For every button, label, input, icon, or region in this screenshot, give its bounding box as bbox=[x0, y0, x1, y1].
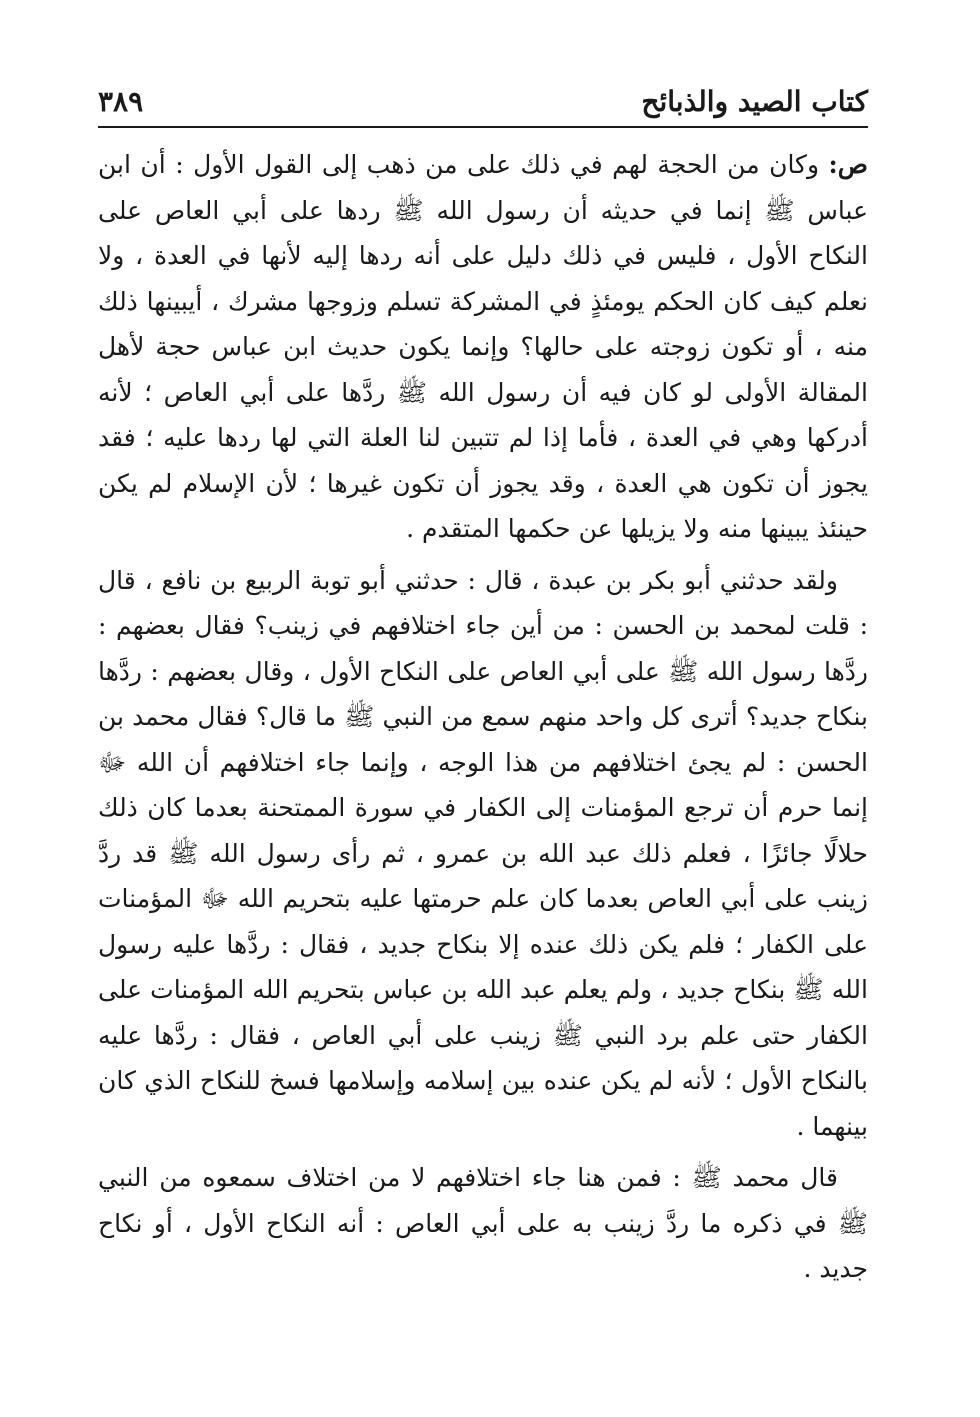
page-number: ٣٨٩ bbox=[98, 85, 144, 118]
paragraph-1-text: وكان من الحجة لهم في ذلك على من ذهب إلى القول الأول : أن ابن عباس ﷺ إنما في حديثه أن رسول الله ﷺ ردها على أبي العاص على النكاح الأول ، فليس في ذلك دليل على أنه ردها إليه لأنها في العدة ، ولا نعلم كيف كان الحكم يومئذٍ في المشركة تسلم وزوجها مشرك ، أيبينها ذلك منه ، أو تكون زوجته على حالها؟ وإنما يكون حديث ابن عباس حجة لأهل المقالة الأولى لو كان فيه أن رسول الله ﷺ ردَّها على أبي العاص ؛ لأنه أدركها وهي في العدة ، فأما إذا لم تتبين لنا العلة التي لها ردها عليه ؛ فقد يجوز أن تكون هي العدة ، وقد يجوز أن تكون غيرها ؛ لأن الإسلام لم يكن حينئذ يبينها منه ولا يزيلها عن حكمها المتقدم . bbox=[98, 150, 868, 543]
section-marker: ص: bbox=[828, 150, 868, 179]
book-page bbox=[98, 70, 868, 1370]
paragraph-1 bbox=[98, 142, 868, 552]
paragraph-2-text: ولقد حدثني أبو بكر بن عبدة ، قال : حدثني أبو توبة الربيع بن نافع ، قال : قلت لمحمد بن الحسن : من أين جاء اختلافهم في زينب؟ فقال بعضهم : ردَّها رسول الله ﷺ على أبي العاص على النكاح الأول ، وقال بعضهم : ردَّها بنكاح جديد؟ أترى كل واحد منهم سمع من النبي ﷺ ما قال؟ فقال محمد بن الحسن : لم يجئ اختلافهم من هذا الوجه ، وإنما جاء اختلافهم أن الله ﷻ إنما حرم أن ترجع المؤمنات إلى الكفار في سورة الممتحنة بعدما كان ذلك حلالًا جائزًا ، فعلم ذلك عبد الله بن عمرو ، ثم رأى رسول الله ﷺ قد ردَّ زينب على أبي العاص بعدما كان علم حرمتها عليه بتحريم الله ﷻ المؤمنات على الكفار ؛ فلم يكن ذلك عنده إلا بنكاح جديد ، فقال : ردَّها عليه رسول الله ﷺ بنكاح جديد ، ولم يعلم عبد الله بن عباس بتحريم الله المؤمنات على الكفار حتى علم برد النبي ﷺ زينب على أبي العاص ، فقال : ردَّها عليه بالنكاح الأول ؛ لأنه لم يكن عنده بين إسلامه وإسلامها فسخ للنكاح الذي كان بينهما . bbox=[98, 565, 868, 1141]
paragraph-2 bbox=[98, 558, 868, 1150]
page-body bbox=[98, 128, 868, 1292]
paragraph-3-text: قال محمد ﷺ : فمن هنا جاء اختلافهم لا من اختلاف سمعوه من النبي ﷺ في ذكره ما ردَّ زينب به على أبي العاص : أنه النكاح الأول ، أو نكاح جديد . bbox=[98, 1163, 868, 1283]
running-header bbox=[98, 70, 868, 128]
running-title: كتاب الصيد والذبائح bbox=[641, 85, 868, 118]
paragraph-3 bbox=[98, 1155, 868, 1292]
